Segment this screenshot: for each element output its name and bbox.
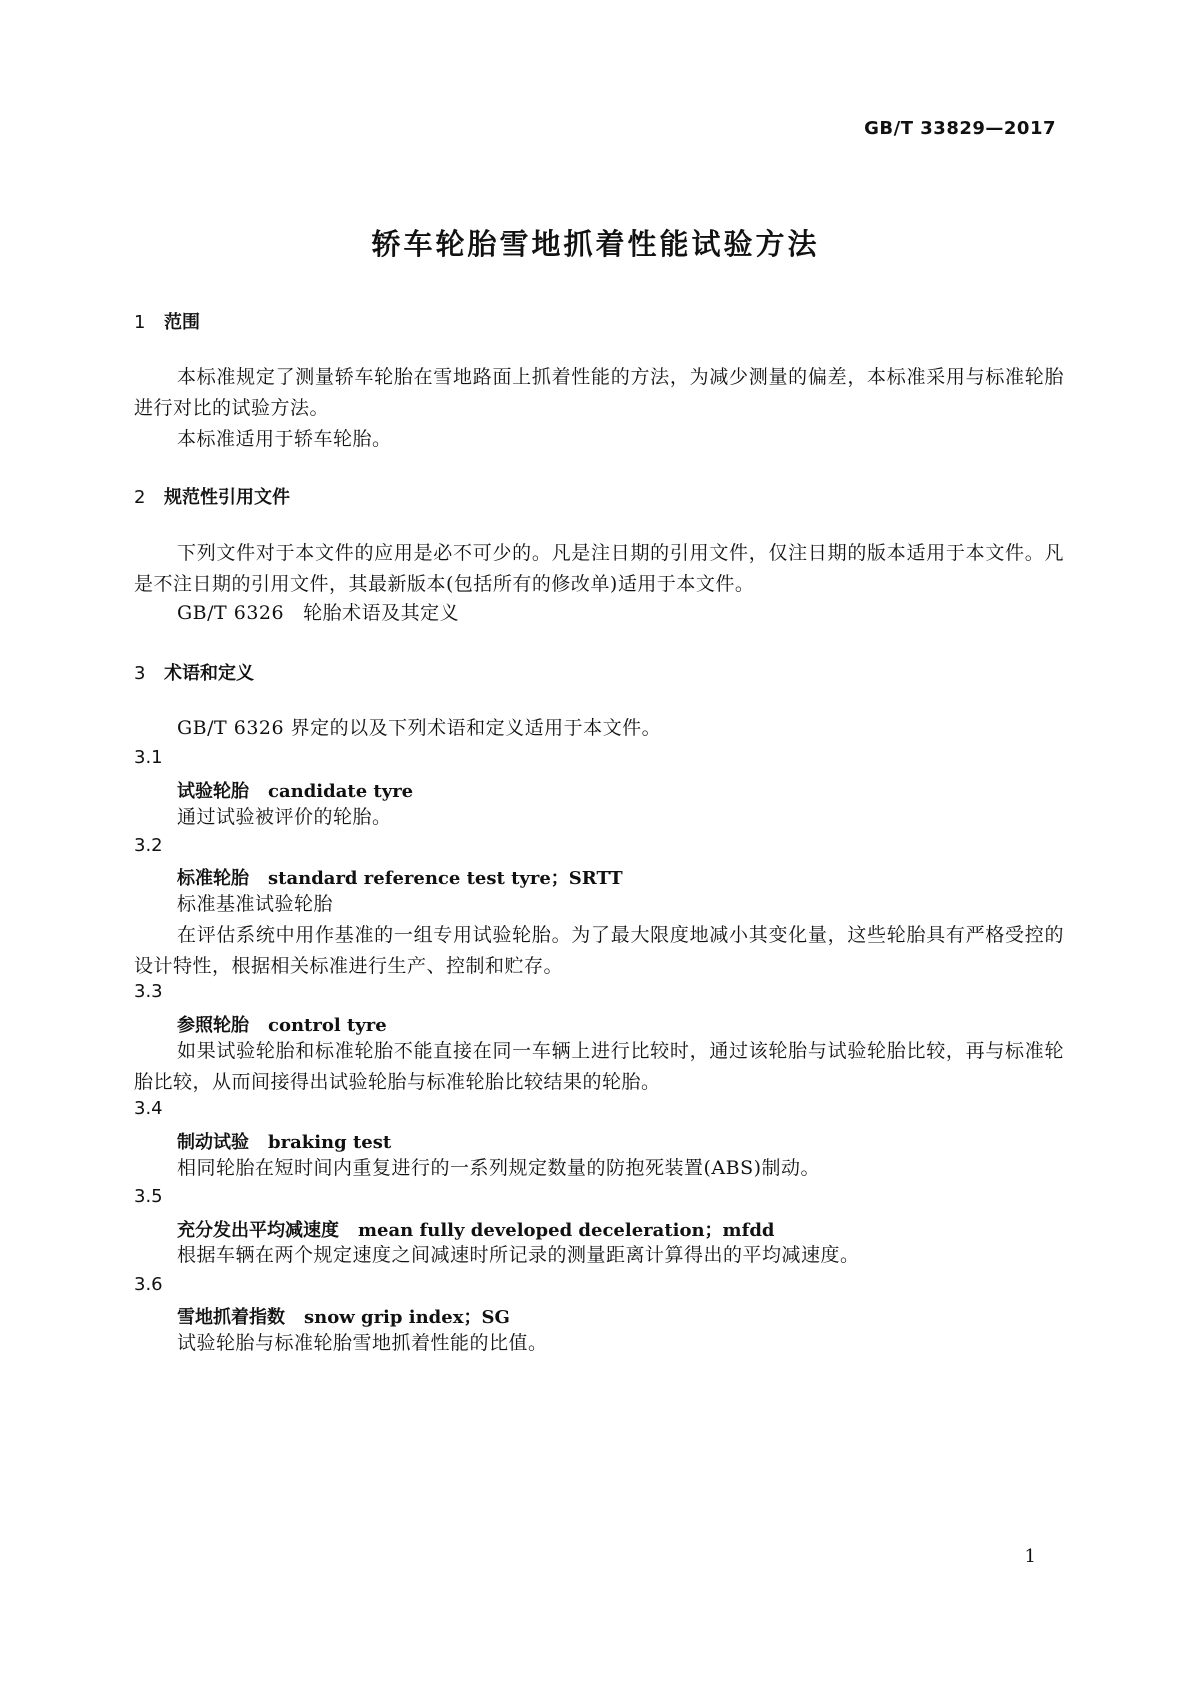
term-en: braking test <box>268 1132 392 1153</box>
term-zh: 制动试验 <box>177 1132 249 1153</box>
term-en: control tyre <box>268 1015 387 1036</box>
term-number: 3.1 <box>134 747 163 768</box>
page-number: 1 <box>1024 1546 1036 1567</box>
term-number: 3.3 <box>134 981 163 1002</box>
term-heading <box>177 1216 775 1242</box>
section-number: 3 <box>134 663 146 684</box>
term-en: mean fully developed deceleration；mfdd <box>358 1220 775 1241</box>
term-definition: 如果试验轮胎和标准轮胎不能直接在同一车辆上进行比较时，通过该轮胎与试验轮胎比较，再与标准轮胎比较，从而间接得出试验轮胎与标准轮胎比较结果的轮胎。 <box>134 1040 1064 1093</box>
term-number: 3.4 <box>134 1098 163 1119</box>
term-en: standard reference test tyre；SRTT <box>268 868 623 889</box>
section-3-heading <box>134 659 254 685</box>
term-definition: 相同轮胎在短时间内重复进行的一系列规定数量的防抱死装置(ABS)制动。 <box>177 1157 821 1179</box>
section-1-paragraph-1: 本标准规定了测量轿车轮胎在雪地路面上抓着性能的方法，为减少测量的偏差，本标准采用与标准轮胎进行对比的试验方法。 <box>134 366 1064 419</box>
section-2-paragraph: 下列文件对于本文件的应用是必不可少的。凡是注日期的引用文件，仅注日期的版本适用于本文件。凡是不注日期的引用文件，其最新版本(包括所有的修改单)适用于本文件。 <box>134 542 1064 595</box>
normative-reference <box>177 598 459 629</box>
term-zh: 雪地抓着指数 <box>177 1307 285 1328</box>
term-number: 3.5 <box>134 1186 163 1207</box>
term-definition: 通过试验被评价的轮胎。 <box>177 806 392 828</box>
section-number: 1 <box>134 312 146 333</box>
term-definition: 试验轮胎与标准轮胎雪地抓着性能的比值。 <box>177 1332 548 1354</box>
section-title: 规范性引用文件 <box>164 487 290 508</box>
term-heading <box>177 1011 387 1037</box>
term-heading <box>177 864 623 890</box>
term-heading <box>177 1128 391 1154</box>
term-en: snow grip index；SG <box>304 1307 510 1328</box>
term-definition: 在评估系统中用作基准的一组专用试验轮胎。为了最大限度地减小其变化量，这些轮胎具有严格受控的设计特性，根据相关标准进行生产、控制和贮存。 <box>134 924 1064 977</box>
reference-code: GB/T 6326 <box>177 602 285 624</box>
section-title: 范围 <box>164 312 200 333</box>
term-zh: 试验轮胎 <box>177 781 249 802</box>
term-heading <box>177 777 413 803</box>
document-title: 轿车轮胎雪地抓着性能试验方法 <box>371 227 820 261</box>
term-number: 3.2 <box>134 835 163 856</box>
term-alias: 标准基准试验轮胎 <box>177 893 334 915</box>
section-3-intro: GB/T 6326 界定的以及下列术语和定义适用于本文件。 <box>177 717 662 739</box>
term-zh: 标准轮胎 <box>177 868 249 889</box>
section-title: 术语和定义 <box>164 663 254 684</box>
term-heading <box>177 1303 510 1329</box>
term-zh: 参照轮胎 <box>177 1015 249 1036</box>
section-1-heading <box>134 308 200 334</box>
section-1-paragraph-2: 本标准适用于轿车轮胎。 <box>177 428 392 450</box>
term-zh: 充分发出平均减速度 <box>177 1220 339 1241</box>
term-en: candidate tyre <box>268 781 414 802</box>
standard-number: GB/T 33829—2017 <box>864 118 1056 139</box>
term-number: 3.6 <box>134 1274 163 1295</box>
section-number: 2 <box>134 487 146 508</box>
section-2-heading <box>134 483 290 509</box>
reference-title: 轮胎术语及其定义 <box>303 602 460 624</box>
term-definition: 根据车辆在两个规定速度之间减速时所记录的测量距离计算得出的平均减速度。 <box>177 1244 860 1266</box>
